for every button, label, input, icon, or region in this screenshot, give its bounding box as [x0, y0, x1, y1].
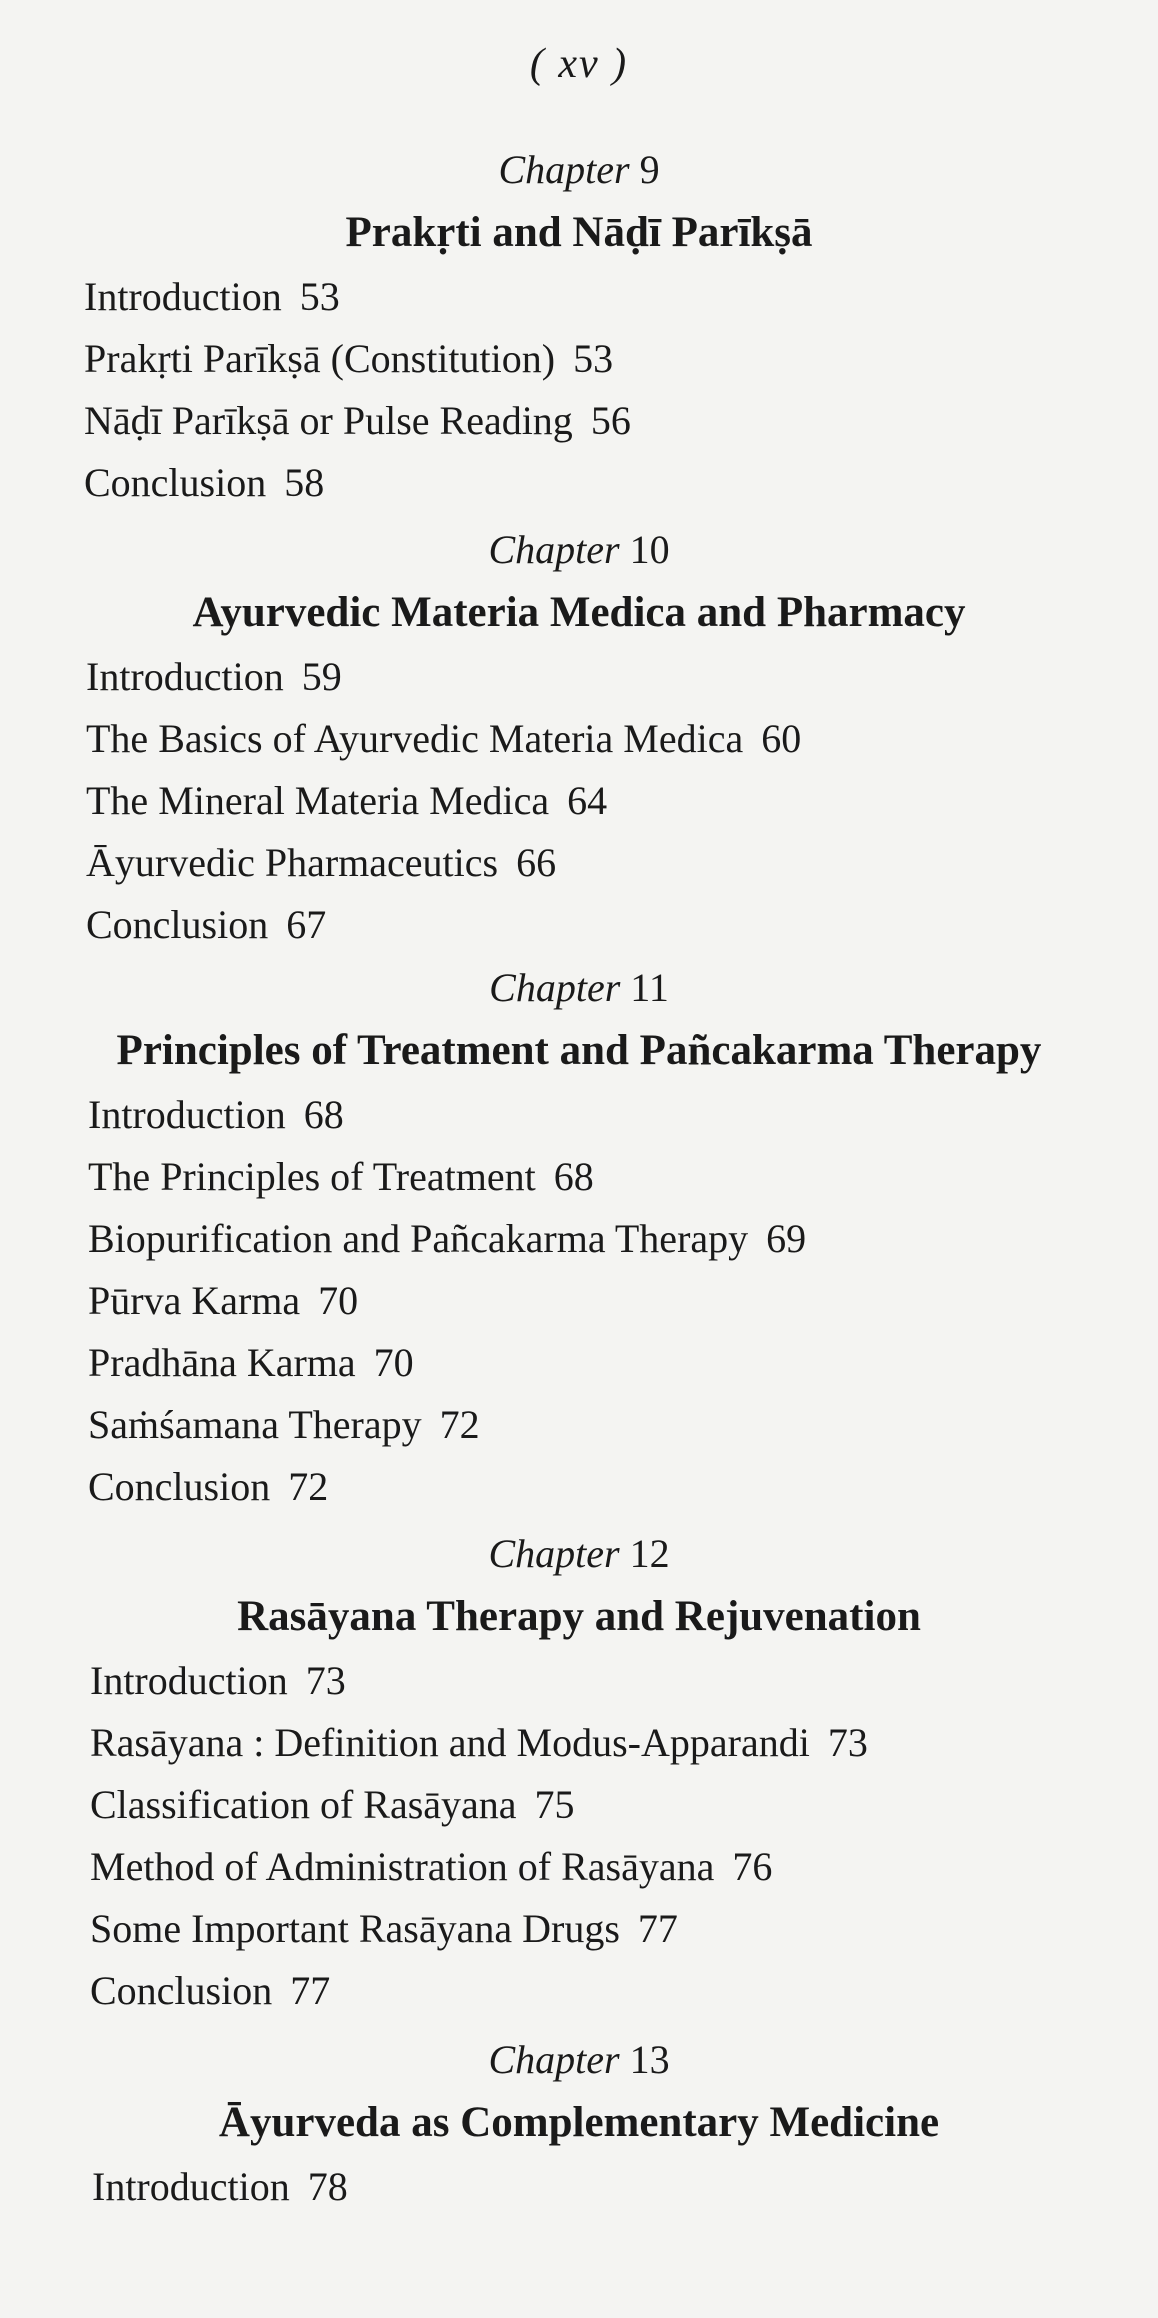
toc-entry[interactable] — [88, 1456, 1158, 1518]
chapter-number: 13 — [629, 2037, 670, 2082]
chapter-label — [0, 140, 1158, 200]
toc-entry[interactable] — [88, 1332, 1158, 1394]
entry-title: Conclusion — [88, 1464, 271, 1509]
entry-page: 67 — [286, 902, 327, 947]
entry-title: Conclusion — [90, 1968, 273, 2013]
chapter-9-section — [0, 140, 1158, 514]
entry-page: 75 — [534, 1782, 575, 1827]
toc-entry[interactable] — [90, 1960, 1158, 2022]
chapter-number: 11 — [630, 965, 669, 1010]
toc-entry[interactable] — [90, 1836, 1158, 1898]
entry-title: Āyurvedic Pharmaceutics — [86, 840, 499, 885]
entry-page: 53 — [573, 336, 614, 381]
entry-title: Introduction — [90, 1658, 288, 1703]
toc-entry[interactable] — [90, 1898, 1158, 1960]
chapter-number: 10 — [629, 527, 670, 572]
toc-entry-list — [0, 646, 1158, 956]
chapter-12-section — [0, 1524, 1158, 2022]
chapter-label — [0, 2030, 1158, 2090]
entry-page: 53 — [299, 274, 340, 319]
chapter-13-section — [0, 2030, 1158, 2218]
entry-title: Conclusion — [86, 902, 269, 947]
entry-page: 78 — [307, 2164, 348, 2209]
entry-page: 60 — [761, 716, 802, 761]
toc-entry[interactable] — [84, 266, 1158, 328]
entry-title: Biopurification and Pañcakarma Therapy — [88, 1216, 749, 1261]
toc-entry[interactable] — [84, 328, 1158, 390]
chapter-label-word: Chapter — [488, 1531, 620, 1576]
entry-title: Conclusion — [84, 460, 267, 505]
chapter-label-word: Chapter — [488, 527, 620, 572]
entry-title: Rasāyana : Definition and Modus-Apparandi — [90, 1720, 810, 1765]
entry-title: Nāḍī Parīkṣā or Pulse Reading — [84, 398, 573, 443]
toc-entry[interactable] — [86, 770, 1158, 832]
toc-entry[interactable] — [86, 708, 1158, 770]
entry-page: 64 — [567, 778, 608, 823]
entry-title: Introduction — [84, 274, 282, 319]
chapter-label — [0, 520, 1158, 580]
entry-page: 58 — [284, 460, 325, 505]
toc-entry[interactable] — [88, 1270, 1158, 1332]
chapter-11-section — [0, 958, 1158, 1518]
toc-entry[interactable] — [84, 390, 1158, 452]
entry-page: 77 — [637, 1906, 678, 1951]
entry-title: The Principles of Treatment — [88, 1154, 536, 1199]
page-number: ( xv ) — [529, 41, 629, 87]
entry-page: 72 — [439, 1402, 480, 1447]
entry-page: 77 — [290, 1968, 331, 2013]
entry-title: Introduction — [88, 1092, 286, 1137]
toc-entry[interactable] — [86, 646, 1158, 708]
toc-entry[interactable] — [90, 1712, 1158, 1774]
entry-page: 59 — [301, 654, 342, 699]
toc-entry[interactable] — [84, 452, 1158, 514]
entry-page: 73 — [305, 1658, 346, 1703]
chapter-label-word: Chapter — [489, 965, 621, 1010]
entry-title: Pūrva Karma — [88, 1278, 301, 1323]
toc-entry[interactable] — [90, 1774, 1158, 1836]
toc-entry-list — [0, 2156, 1158, 2218]
entry-title: Classification of Rasāyana — [90, 1782, 517, 1827]
chapter-title: Principles of Treatment and Pañcakarma Therapy — [116, 1027, 1042, 1074]
entry-title: Saṁśamana Therapy — [88, 1402, 422, 1447]
entry-title: The Mineral Materia Medica — [86, 778, 550, 823]
entry-page: 68 — [553, 1154, 594, 1199]
entry-title: Introduction — [86, 654, 284, 699]
chapter-number: 9 — [639, 147, 660, 192]
toc-entry[interactable] — [88, 1394, 1158, 1456]
entry-page: 56 — [590, 398, 631, 443]
toc-entry-list — [0, 1084, 1158, 1518]
chapter-title: Ayurvedic Materia Medica and Pharmacy — [192, 589, 966, 636]
entry-title: Pradhāna Karma — [88, 1340, 356, 1385]
entry-page: 73 — [827, 1720, 868, 1765]
entry-page: 69 — [766, 1216, 807, 1261]
entry-page: 72 — [288, 1464, 329, 1509]
entry-title: Some Important Rasāyana Drugs — [90, 1906, 620, 1951]
toc-entry-list — [0, 1650, 1158, 2022]
entry-page: 76 — [732, 1844, 773, 1889]
toc-entry[interactable] — [88, 1208, 1158, 1270]
entry-page: 68 — [303, 1092, 344, 1137]
chapter-10-section — [0, 520, 1158, 956]
toc-entry[interactable] — [86, 894, 1158, 956]
chapter-title: Āyurveda as Complementary Medicine — [218, 2099, 940, 2146]
chapter-label — [0, 1524, 1158, 1584]
entry-title: Prakṛti Parīkṣā (Constitution) — [84, 336, 556, 381]
chapter-number: 12 — [629, 1531, 670, 1576]
toc-entry[interactable] — [88, 1084, 1158, 1146]
chapter-label-word: Chapter — [498, 147, 630, 192]
chapter-title: Rasāyana Therapy and Rejuvenation — [237, 1593, 921, 1640]
toc-entry[interactable] — [88, 1146, 1158, 1208]
toc-entry[interactable] — [92, 2156, 1158, 2218]
entry-title: The Basics of Ayurvedic Materia Medica — [86, 716, 744, 761]
entry-page: 70 — [318, 1278, 359, 1323]
entry-title: Method of Administration of Rasāyana — [90, 1844, 715, 1889]
toc-entry[interactable] — [90, 1650, 1158, 1712]
chapter-title: Prakṛti and Nāḍī Parīkṣā — [345, 209, 813, 256]
toc-entry-list — [0, 266, 1158, 514]
entry-title: Introduction — [92, 2164, 290, 2209]
entry-page: 66 — [516, 840, 557, 885]
chapter-label-word: Chapter — [488, 2037, 620, 2082]
chapter-label — [0, 958, 1158, 1018]
entry-page: 70 — [373, 1340, 414, 1385]
toc-entry[interactable] — [86, 832, 1158, 894]
